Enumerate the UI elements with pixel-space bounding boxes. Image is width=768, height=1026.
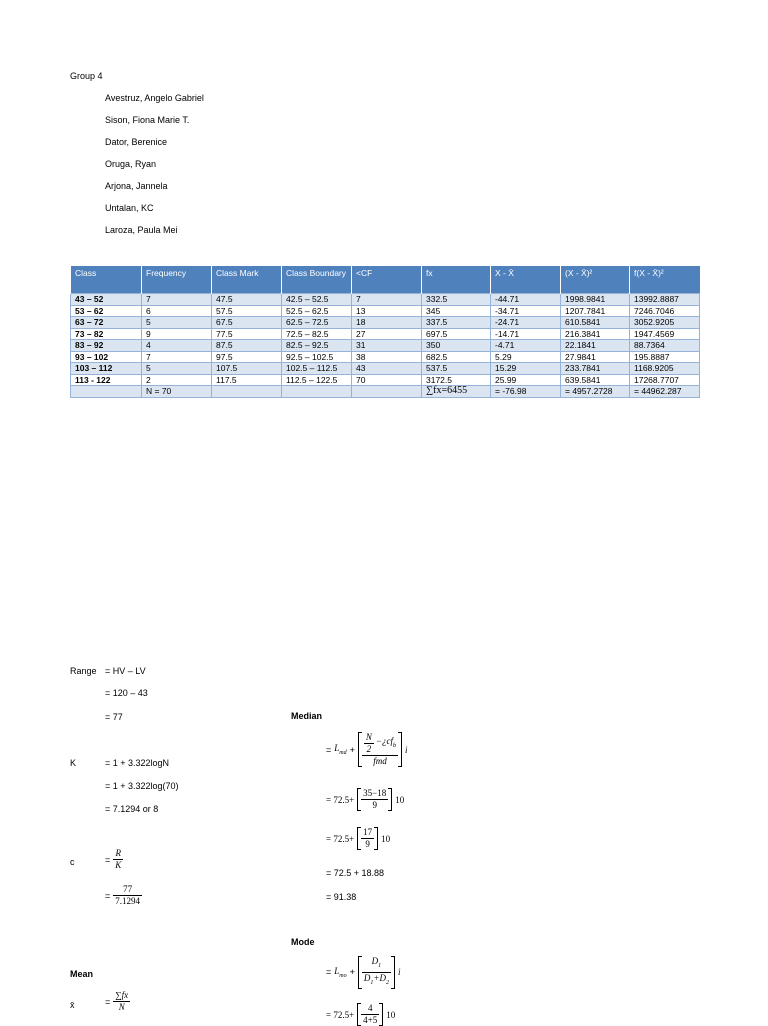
median-step bbox=[326, 827, 390, 850]
fraction-numerator: R bbox=[113, 848, 123, 860]
fraction-denominator: 9 bbox=[372, 800, 377, 810]
table-header: <CF bbox=[352, 266, 422, 294]
step-tail: 10 bbox=[386, 1009, 396, 1020]
table-cell: 1207.7841 bbox=[561, 305, 630, 317]
fraction-denominator: 7.1294 bbox=[115, 896, 141, 906]
d1-subscript: 1 bbox=[378, 962, 382, 969]
table-cell: -44.71 bbox=[491, 294, 561, 306]
table-row bbox=[71, 305, 700, 317]
interval-symbol: i bbox=[404, 744, 408, 755]
c-label: c bbox=[70, 857, 75, 867]
interval-symbol: i bbox=[397, 967, 401, 978]
table-cell: 13 bbox=[352, 305, 422, 317]
total-cell bbox=[282, 386, 352, 398]
table-cell: 7246.7046 bbox=[630, 305, 700, 317]
table-cell: 1947.4569 bbox=[630, 328, 700, 340]
table-cell: 57.5 bbox=[212, 305, 282, 317]
table-cell: 7 bbox=[352, 294, 422, 306]
d2-subscript: 2 bbox=[385, 979, 389, 986]
cf-term-text: −¿cf bbox=[375, 735, 393, 746]
fraction-denominator: K bbox=[115, 860, 122, 870]
table-cell: 67.5 bbox=[212, 317, 282, 329]
fraction-denominator bbox=[362, 973, 391, 989]
table-cell: 345 bbox=[422, 305, 491, 317]
table-cell: 102.5 – 112.5 bbox=[282, 363, 352, 375]
mode-bracket bbox=[358, 956, 395, 989]
mode-fraction bbox=[362, 956, 391, 989]
member-name: Dator, Berenice bbox=[105, 137, 168, 147]
member-name: Arjona, Jannela bbox=[105, 181, 168, 191]
mean-formula bbox=[105, 990, 130, 1013]
table-row bbox=[71, 340, 700, 352]
k-label: K bbox=[70, 758, 77, 768]
table-header: X - X̄ bbox=[491, 266, 561, 294]
step-fraction bbox=[361, 788, 388, 811]
class-cell: 83 – 92 bbox=[71, 340, 142, 352]
group-title: Group 4 bbox=[70, 71, 103, 81]
table-cell: 97.5 bbox=[212, 351, 282, 363]
member-name: Untalan, KC bbox=[105, 203, 154, 213]
table-cell: 610.5841 bbox=[561, 317, 630, 329]
member-name: Sison, Fiona Marie T. bbox=[105, 115, 190, 125]
step-bracket bbox=[357, 827, 378, 850]
table-cell: 4 bbox=[142, 340, 212, 352]
table-cell: 72.5 – 82.5 bbox=[282, 328, 352, 340]
fraction-numerator bbox=[362, 732, 398, 756]
fraction-numerator: 4 bbox=[361, 1003, 379, 1015]
table-header: Class Mark bbox=[212, 266, 282, 294]
table-cell: 5 bbox=[142, 317, 212, 329]
plus-sign: + bbox=[349, 967, 355, 978]
total-cell: N = 70 bbox=[142, 386, 212, 398]
fraction-denominator: N bbox=[118, 1002, 125, 1012]
range-label: Range bbox=[70, 666, 97, 676]
c-fraction-values bbox=[113, 884, 142, 907]
table-cell: 537.5 bbox=[422, 363, 491, 375]
table-cell: 2 bbox=[142, 374, 212, 386]
table-cell: 337.5 bbox=[422, 317, 491, 329]
median-bracket bbox=[358, 732, 402, 767]
median-heading: Median bbox=[291, 711, 323, 721]
total-cell: = 4957.2728 bbox=[561, 386, 630, 398]
class-cell: 63 – 72 bbox=[71, 317, 142, 329]
total-cell bbox=[71, 386, 142, 398]
mean-heading: Mean bbox=[70, 969, 94, 979]
fraction-numerator: 17 bbox=[363, 827, 373, 837]
table-cell: 6 bbox=[142, 305, 212, 317]
table-cell: 9 bbox=[142, 328, 212, 340]
table-cell: 92.5 – 102.5 bbox=[282, 351, 352, 363]
plus-sign: + bbox=[349, 744, 355, 755]
table-header: fx bbox=[422, 266, 491, 294]
frequency-table bbox=[70, 266, 700, 398]
range-line: = 120 – 43 bbox=[105, 688, 148, 698]
step-prefix: = 72.5+ bbox=[326, 1009, 355, 1020]
fraction-numerator: ∑fx bbox=[115, 990, 129, 1000]
table-cell: 350 bbox=[422, 340, 491, 352]
table-cell: 3052.9205 bbox=[630, 317, 700, 329]
cf-subscript: b bbox=[392, 742, 396, 749]
mode-heading: Mode bbox=[291, 937, 315, 947]
lower-limit-symbol: L bbox=[334, 965, 340, 976]
c-value bbox=[105, 884, 142, 907]
plus-sign: + bbox=[373, 972, 380, 983]
lower-limit-subscript: md bbox=[339, 749, 347, 756]
d1-symbol: D bbox=[371, 956, 379, 966]
k-line: = 1 + 3.322log(70) bbox=[105, 781, 179, 791]
range-line: = HV – LV bbox=[105, 666, 146, 676]
fraction-numerator bbox=[362, 956, 391, 973]
mean-fraction bbox=[113, 990, 130, 1013]
table-cell: 88.7364 bbox=[630, 340, 700, 352]
table-row bbox=[71, 363, 700, 375]
table-row bbox=[71, 328, 700, 340]
table-row bbox=[71, 317, 700, 329]
table-cell: 332.5 bbox=[422, 294, 491, 306]
range-line: = 77 bbox=[105, 712, 123, 722]
table-cell: 52.5 – 62.5 bbox=[282, 305, 352, 317]
member-name: Laroza, Paula Mei bbox=[105, 225, 178, 235]
table-cell: 697.5 bbox=[422, 328, 491, 340]
median-step bbox=[326, 788, 404, 811]
table-cell: 38 bbox=[352, 351, 422, 363]
total-cell bbox=[212, 386, 282, 398]
equals-sign: = bbox=[326, 967, 332, 978]
class-cell: 53 – 62 bbox=[71, 305, 142, 317]
k-line: = 1 + 3.322logN bbox=[105, 758, 170, 768]
d1-symbol: D bbox=[363, 972, 371, 983]
equals-sign: = bbox=[326, 744, 332, 755]
mode-formula bbox=[326, 956, 400, 989]
table-header-row bbox=[71, 266, 700, 294]
equals-sign: = bbox=[105, 854, 111, 865]
step-bracket bbox=[357, 788, 392, 811]
table-cell: 233.7841 bbox=[561, 363, 630, 375]
lower-limit-symbol: L bbox=[334, 743, 340, 754]
step-bracket bbox=[357, 1003, 383, 1026]
equals-sign: = bbox=[105, 890, 111, 901]
table-cell: 13992.8887 bbox=[630, 294, 700, 306]
n-symbol: N bbox=[365, 732, 372, 742]
table-cell: 70 bbox=[352, 374, 422, 386]
table-cell: 43 bbox=[352, 363, 422, 375]
step-tail: 10 bbox=[381, 833, 391, 844]
two-symbol: 2 bbox=[366, 744, 372, 754]
table-cell: 1998.9841 bbox=[561, 294, 630, 306]
table-cell: 682.5 bbox=[422, 351, 491, 363]
step-fraction bbox=[361, 827, 374, 850]
lower-limit bbox=[334, 743, 346, 756]
table-cell: 25.99 bbox=[491, 374, 561, 386]
table-cell: 27 bbox=[352, 328, 422, 340]
table-cell: -14.71 bbox=[491, 328, 561, 340]
table-cell: 15.29 bbox=[491, 363, 561, 375]
table-cell: 639.5841 bbox=[561, 374, 630, 386]
fraction-numerator: 35−18 bbox=[363, 788, 387, 798]
table-cell: 216.3841 bbox=[561, 328, 630, 340]
step-prefix: = 72.5+ bbox=[326, 833, 355, 844]
table-cell: 31 bbox=[352, 340, 422, 352]
k-line: = 7.1294 or 8 bbox=[105, 804, 159, 814]
class-cell: 73 – 82 bbox=[71, 328, 142, 340]
d2-symbol: D bbox=[379, 972, 386, 983]
table-cell: 22.1841 bbox=[561, 340, 630, 352]
table-cell: 42.5 – 52.5 bbox=[282, 294, 352, 306]
table-cell: 3172.5 bbox=[422, 374, 491, 386]
median-step: = 72.5 + 18.88 bbox=[326, 868, 385, 878]
table-cell: 195.8887 bbox=[630, 351, 700, 363]
table-cell: 1168.9205 bbox=[630, 363, 700, 375]
c-formula bbox=[105, 848, 123, 871]
lower-limit bbox=[334, 966, 346, 979]
d1-subscript: 1 bbox=[370, 979, 374, 986]
class-cell: 93 – 102 bbox=[71, 351, 142, 363]
table-cell: 5 bbox=[142, 363, 212, 375]
member-name: Oruga, Ryan bbox=[105, 159, 157, 169]
fraction-denominator: fmd bbox=[373, 756, 387, 766]
table-cell: 82.5 – 92.5 bbox=[282, 340, 352, 352]
n-over-2 bbox=[364, 732, 374, 755]
table-cell: 18 bbox=[352, 317, 422, 329]
table-cell: 5.29 bbox=[491, 351, 561, 363]
table-header: f(X - X̄)² bbox=[630, 266, 700, 294]
table-cell: 27.9841 bbox=[561, 351, 630, 363]
table-cell: 117.5 bbox=[212, 374, 282, 386]
lower-limit-subscript: mo bbox=[339, 972, 347, 979]
table-cell: -24.71 bbox=[491, 317, 561, 329]
equals-sign: = bbox=[105, 996, 111, 1007]
table-header: Class bbox=[71, 266, 142, 294]
step-prefix: = 72.5+ bbox=[326, 794, 355, 805]
table-cell: 47.5 bbox=[212, 294, 282, 306]
fraction-numerator: 77 bbox=[113, 884, 142, 896]
fraction-denominator: 4+5 bbox=[363, 1015, 378, 1025]
table-body bbox=[71, 294, 700, 398]
total-cell bbox=[352, 386, 422, 398]
member-name: Avestruz, Angelo Gabriel bbox=[105, 93, 204, 103]
table-cell: 107.5 bbox=[212, 363, 282, 375]
table-cell: 77.5 bbox=[212, 328, 282, 340]
cf-term bbox=[376, 736, 396, 752]
c-fraction bbox=[113, 848, 123, 871]
table-cell: -4.71 bbox=[491, 340, 561, 352]
mean-symbol: x̄ bbox=[70, 1000, 75, 1010]
table-header: (X - X̄)² bbox=[561, 266, 630, 294]
median-fraction bbox=[362, 732, 398, 767]
class-cell: 113 - 122 bbox=[71, 374, 142, 386]
mode-step bbox=[326, 1003, 395, 1026]
total-cell: ∑fx=6455 bbox=[422, 386, 491, 398]
median-formula bbox=[326, 732, 408, 767]
table-header: Class Boundary bbox=[282, 266, 352, 294]
table-cell: 87.5 bbox=[212, 340, 282, 352]
fraction-denominator: 9 bbox=[365, 839, 370, 849]
table-row bbox=[71, 351, 700, 363]
table-row bbox=[71, 374, 700, 386]
table-header: Frequency bbox=[142, 266, 212, 294]
total-cell: = -76.98 bbox=[491, 386, 561, 398]
median-result: = 91.38 bbox=[326, 892, 357, 902]
table-cell: 7 bbox=[142, 294, 212, 306]
class-cell: 103 – 112 bbox=[71, 363, 142, 375]
step-tail: 10 bbox=[395, 794, 405, 805]
totals-row bbox=[71, 386, 700, 398]
total-cell: = 44962.287 bbox=[630, 386, 700, 398]
table-cell: 62.5 – 72.5 bbox=[282, 317, 352, 329]
step-fraction bbox=[361, 1003, 379, 1026]
table-cell: 112.5 – 122.5 bbox=[282, 374, 352, 386]
table-cell: 17268.7707 bbox=[630, 374, 700, 386]
table-cell: -34.71 bbox=[491, 305, 561, 317]
class-cell: 43 – 52 bbox=[71, 294, 142, 306]
table-row bbox=[71, 294, 700, 306]
table-cell: 7 bbox=[142, 351, 212, 363]
